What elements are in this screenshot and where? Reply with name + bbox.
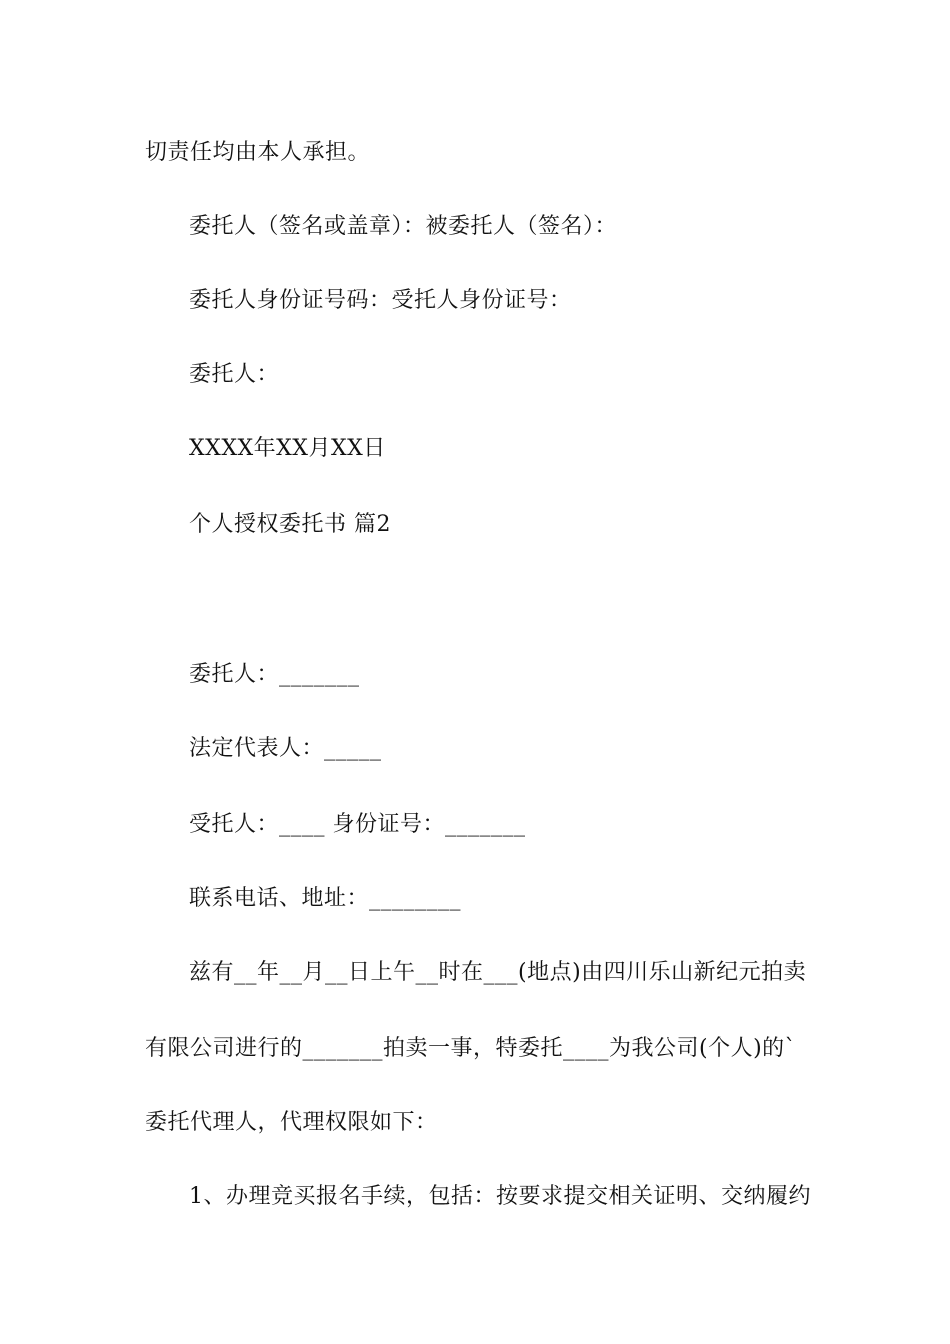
paragraph-line: 1、办理竞买报名手续，包括：按要求提交相关证明、交纳履约 <box>189 1184 811 1209</box>
text-line: 委托人（签名或盖章）：被委托人（签名）： <box>189 214 618 239</box>
text-line: 联系电话、地址：________ <box>189 886 462 911</box>
text-line: 委托人： <box>189 362 280 387</box>
section-title: 个人授权委托书 篇2 <box>189 512 391 537</box>
paragraph-line: 有限公司进行的_______拍卖一事，特委托____为我公司(个人)的` <box>145 1036 797 1061</box>
text-line: 委托人：_______ <box>189 662 360 687</box>
date-line: XXXX年XX月XX日 <box>189 436 386 461</box>
text-line: 切责任均由本人承担。 <box>145 140 371 165</box>
text-line: 受托人：____ 身份证号：_______ <box>189 812 526 837</box>
text-line: 法定代表人：_____ <box>189 736 382 761</box>
paragraph-line: 兹有__年__月__日上午__时在___(地点)由四川乐山新纪元拍卖 <box>189 960 807 985</box>
text-line: 委托人身份证号码：受托人身份证号： <box>189 288 572 313</box>
paragraph-line: 委托代理人，代理权限如下： <box>145 1110 438 1135</box>
